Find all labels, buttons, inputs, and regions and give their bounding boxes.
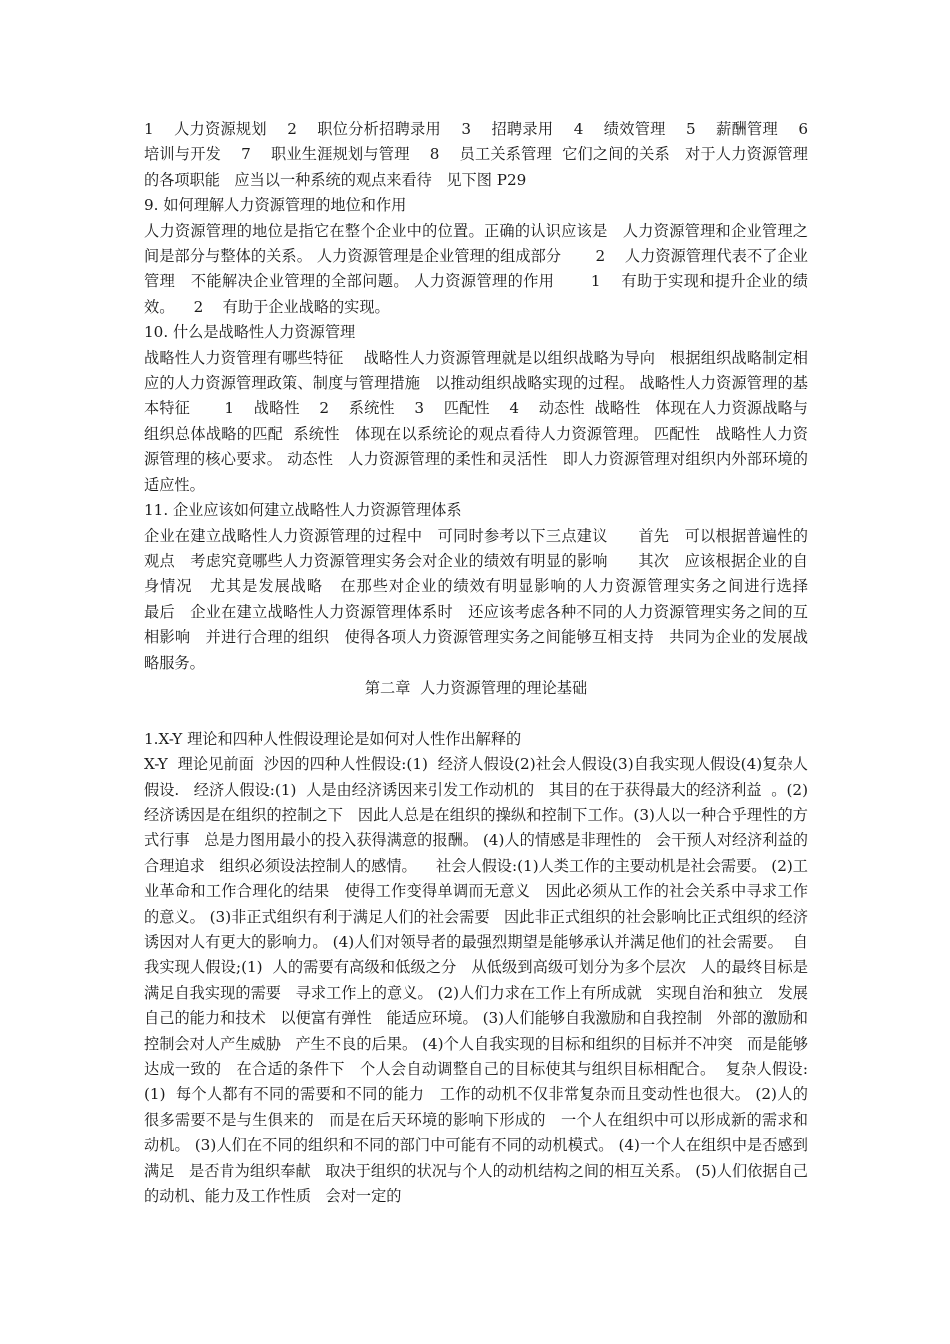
blank-line [144,701,808,726]
question-9-heading: 9. 如何理解人力资源管理的地位和作用 [144,196,407,215]
question-10-answer: 战略性人力资管理有哪些特征 战略性人力资源管理就是以组织战略为导向 根据组织战略制定相应的人力资源管理政策、制度与管理措施 以推动组织战略实现的过程。 战略性人力资源管理的基本特征 1 战略性 2 系统性 3 匹配性 4 动态性 战略性 体现在人力资源战略与组织总体战略的匹配 系统性 体现在以系统论的观点看待人力资源管理。 匹配性 战略性人力资源管理的核心要求。 动态性 人力资源管理的柔性和灵活性 即人力资源管理对组织内外部环境的适应性。 [144,348,808,494]
question-11-heading: 11. 企业应该如何建立战略性人力资源管理体系 [144,501,462,520]
question-10-heading: 10. 什么是战略性人力资源管理 [144,323,356,342]
question-1-answer: X-Y 理论见前面 沙因的四种人性假设:(1) 经济人假设(2)社会人假设(3)自我实现人假设(4)复杂人假设. 经济人假设:(1) 人是由经济诱因来引发工作动机的 其目的在于获得最大的经济利益 。(2)经济诱因是在组织的控制之下 因此人总是在组织的操纵和控制下工作。(3)人以一种合乎理性的方式行事 总是力图用最小的投入获得满意的报酬。 (4)人的情感是非理性的 会干预人对经济利益的合理追求 组织必须设法控制人的感情。 社会人假设:(1)人类工作的主要动机是社会需要。 (2)工业革命和工作合理化的结果 使得工作变得单调而无意义 因此必须从工作的社会关系中寻求工作的意义。 (3)非正式组织有利于满足人们的社会需要 因此非正式组织的社会影响比正式组织的经济诱因对人有更大的影响力。 (4)人们对领导者的最强烈期望是能够承认并满足他们的社会需要。 自我实现人假设;(1) 人的需要有高级和低级之分 从低级到高级可划分为多个层次 人的最终目标是满足自我实现的需要 寻求工作上的意义。 (2)人们力求在工作上有所成就 实现自治和独立 发展自己的能力和技术 以便富有弹性 能适应环境。 (3)人们能够自我激励和自我控制 外部的激励和控制会对人产生威胁 产生不良的后果。 (4)个人自我实现的目标和组织的目标并不冲突 而是能够达成一致的 在合适的条件下 个人会自动调整自己的目标使其与组织目标相配合。 复杂人假设:(1) 每个人都有不同的需要和不同的能力 工作的动机不仅非常复杂而且变动性也很大。 (2)人的很多需要不是与生俱来的 而是在后天环境的影响下形成的 一个人在组织中可以形成新的需求和动机。 (3)人们在不同的组织和不同的部门中可能有不同的动机模式。 (4)一个人在组织中是否感到满足 是否肯为组织奉献 取决于组织的状况与个人的动机结构之间的相互关系。 (5)人们依据自己的动机、能力及工作性质 会对一定的 [144,755,808,1206]
document-page [144,117,837,1209]
question-11-answer: 企业在建立战略性人力资源管理的过程中 可同时参考以下三点建议 首先 可以根据普遍性的观点 考虑究竟哪些人力资源管理实务会对企业的绩效有明显的影响 其次 应该根据企业的自身情况 尤其是发展战略 在那些对企业的绩效有明显影响的人力资源管理实务之间进行选择 最后 企业在建立战略性人力资源管理体系时 还应该考虑各种不同的人力资源管理实务之间的互相影响 并进行合理的组织 使得各项人力资源管理实务之间能够互相支持 共同为企业的发展战略服务。 [144,526,837,672]
question-1-heading: 1.X-Y 理论和四种人性假设理论是如何对人性作出解释的 [144,729,522,748]
chapter-title: 第二章 人力资源管理的理论基础 [364,678,588,697]
question-9-answer: 人力资源管理的地位是指它在整个企业中的位置。正确的认识应该是 人力资源管理和企业管理之间是部分与整体的关系。 人力资源管理是企业管理的组成部分 2 人力资源管理代表不了企业管理 不能解决企业管理的全部问题。 人力资源管理的作用 1 有助于实现和提升企业的绩效。 2 有助于企业战略的实现。 [144,221,808,316]
paragraph-hr-functions: 1 人力资源规划 2 职位分析招聘录用 3 招聘录用 4 绩效管理 5 薪酬管理 6 培训与开发 7 职业生涯规划与管理 8 员工关系管理 它们之间的关系 对于人力资源管理的各项职能 应当以一种系统的观点来看待 见下图 P29 [144,120,828,189]
